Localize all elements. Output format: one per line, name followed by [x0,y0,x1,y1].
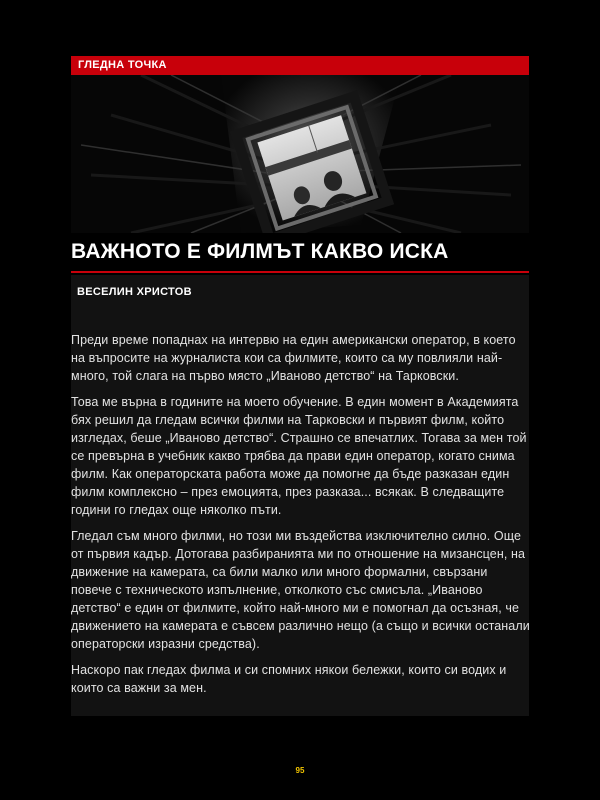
article-author: ВЕСЕЛИН ХРИСТОВ [77,286,192,298]
article-body [71,331,531,705]
paragraph: Наскоро пак гледах филма и си спомних някои бележки, които си водих и които са важни за мен. [71,663,507,695]
article-title: ВАЖНОТО Е ФИЛМЪТ КАКВО ИСКА [71,240,449,263]
hero-photo [71,75,529,233]
section-label: ГЛЕДНА ТОЧКА [71,56,529,75]
paragraph: Това ме върна в годините на моето обучение. В един момент в Академията бях решил да гледам всички филми на Тарковски и първият филм, който изгледах, беше „Иваново детство“. Страшно се впечатлих. Тогава за мен той се превърна в учебник какво трябва да прави един оператор, когато снима филм. Как операторската работа може да помогне да бъде разказан един филм комплексно – през емоцията, през разказа... всякак. В следващите години го гледах още няколко пъти. [71,395,527,517]
title-divider [71,271,529,273]
paragraph: Гледал съм много филми, но този ми въздейства изключително силно. Още от първия кадър. Дотогава разбиранията ми по отношение на мизансцен, на движение на камерата, са били малко или много формални, свързани повече с техническото изпълнение, отколкото със смисъла. „Иваново детство“ е един от филмите, който най-много ми е помогнал да осъзная, че движението на камерата е съвсем различно нещо (а също и всички останали операторски изразни средства). [71,529,530,651]
paragraph: Преди време попаднах на интервю на един американски оператор, в което на въпросите на журналиста кои са филмите, които са му повлияли най-много, той слага на първо място „Иваново детство“ на Тарковски. [71,333,516,383]
well-shaft-image [71,75,529,233]
page-number: 95 [295,766,305,775]
